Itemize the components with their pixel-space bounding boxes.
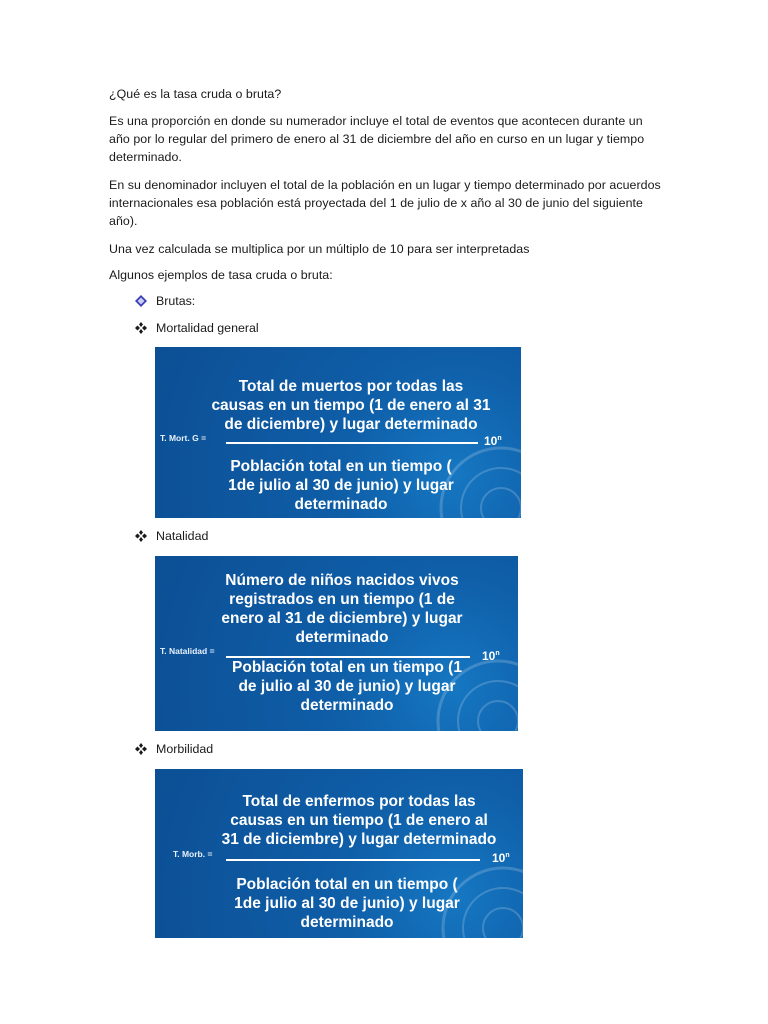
formula-mortalidad-label: T. Mort. G =: [160, 433, 207, 443]
formula-natalidad-numerator: Número de niños nacidos vivos registrados en un tiempo (1 de enero al 31 de diciembre) y lugar determinado: [221, 572, 463, 646]
heading: ¿Qué es la tasa cruda o bruta?: [109, 87, 282, 101]
four-diamond-bullet-icon: [133, 742, 149, 756]
formula-natalidad: [155, 556, 518, 731]
formula-natalidad-denominator: Población total en un tiempo (1 de julio al 30 de junio) y lugar determinado: [232, 659, 462, 714]
formula-morbilidad: [155, 769, 523, 938]
formula-morbilidad-numerator: Total de enfermos por todas las causas en un tiempo (1 de enero al 31 de diciembre) y lugar determinado: [221, 793, 497, 848]
bullet-brutas-label: Brutas:: [156, 294, 196, 308]
paragraph-definition: Es una proporción en donde su numerador incluye el total de eventos que acontecen durante un año por lo regular del primero de enero al 31 de diciembre del año en curso en un lugar y tiempo determinado.: [109, 114, 645, 164]
formula-morbilidad-power: 10$^n$: [492, 851, 510, 865]
formula-mortalidad-denominator: Población total en un tiempo ( 1de julio al 30 de junio) y lugar determinado: [228, 458, 454, 513]
bullet-mortalidad: [133, 319, 259, 337]
paragraph-examples-intro: Algunos ejemplos de tasa cruda o bruta:: [109, 268, 333, 282]
formula-natalidad-power: 10$^n$: [482, 649, 500, 663]
bullet-morbilidad: [133, 740, 213, 758]
formula-morbilidad-label: T. Morb. =: [173, 849, 213, 859]
fraction-bar: [226, 442, 478, 444]
four-diamond-bullet-icon: [133, 321, 149, 335]
bullet-morbilidad-label: Morbilidad: [156, 742, 214, 756]
formula-natalidad-label: T. Natalidad =: [160, 646, 215, 656]
formula-mortalidad-numerator: Total de muertos por todas las causas en un tiempo (1 de enero al 31 de diciembre) y lugar determinado: [211, 378, 491, 433]
formula-mortalidad: [155, 347, 521, 518]
bullet-natalidad: [133, 527, 208, 545]
diamond-bullet-icon: [133, 294, 149, 308]
four-diamond-bullet-icon: [133, 529, 149, 543]
paragraph-denominator: En su denominador incluyen el total de la población en un lugar y tiempo determinado por acuerdos internacionales esa población está proyectada del 1 de julio de x año al 30 de junio del siguiente año).: [109, 178, 661, 228]
bullet-brutas: [133, 292, 195, 310]
fraction-bar: [226, 859, 480, 861]
paragraph-multiplier: Una vez calculada se multiplica por un múltiplo de 10 para ser interpretadas: [109, 242, 530, 256]
bullet-natalidad-label: Natalidad: [156, 529, 209, 543]
bullet-mortalidad-label: Mortalidad general: [156, 321, 259, 335]
formula-mortalidad-power: 10$^n$: [484, 434, 502, 448]
formula-morbilidad-denominator: Población total en un tiempo ( 1de julio al 30 de junio) y lugar determinado: [234, 876, 460, 931]
